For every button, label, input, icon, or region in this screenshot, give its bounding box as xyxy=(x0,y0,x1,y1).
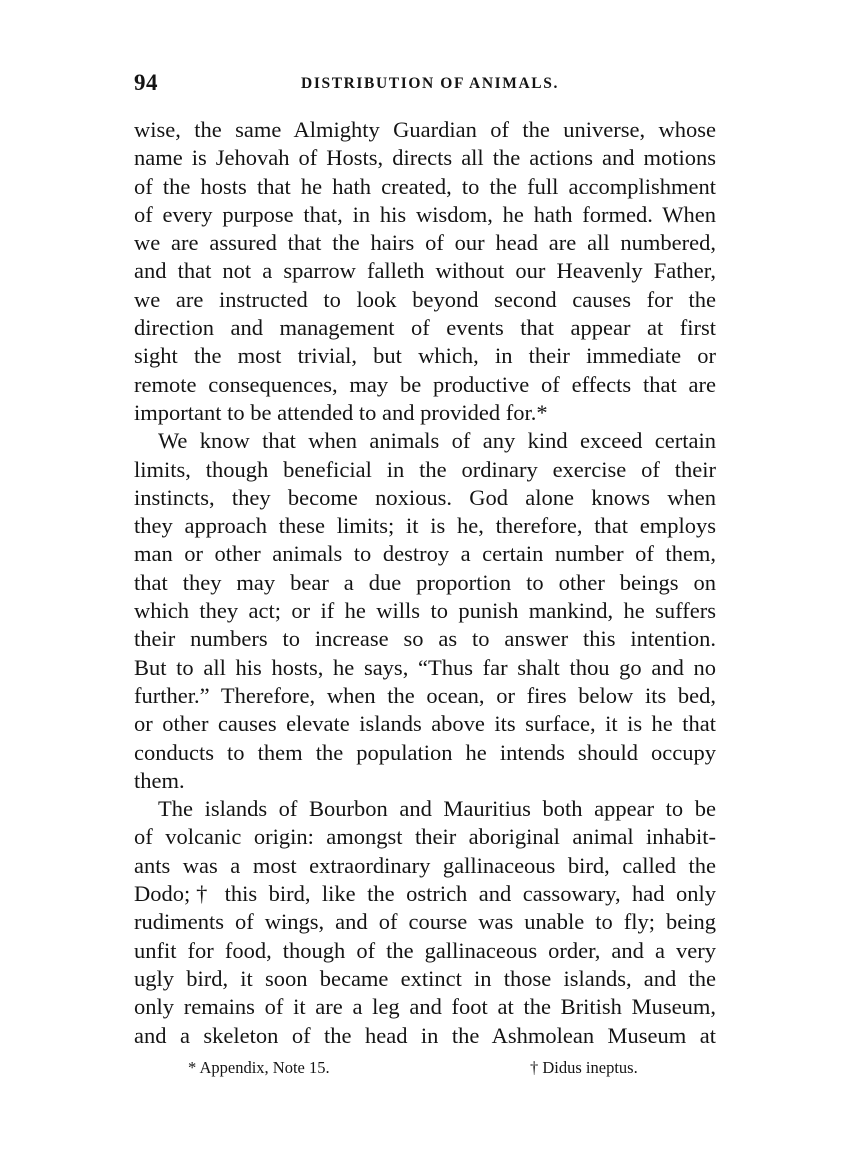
text-line: which they act; or if he wills to punish mankind, he suffers xyxy=(134,598,716,624)
page-header xyxy=(134,70,716,100)
text-line: them. xyxy=(134,767,185,793)
text-line: rudiments of wings, and of course was unable to fly; being xyxy=(134,909,716,935)
text-line: important to be attended to and provided for.* xyxy=(134,399,548,425)
paragraph xyxy=(134,795,716,1050)
text-line: Dodo;† this bird, like the ostrich and cassowary, had only xyxy=(134,881,716,907)
text-line: limits, though beneficial in the ordinary exercise of their xyxy=(134,456,716,482)
text-line: wise, the same Almighty Guardian of the universe, whose xyxy=(134,117,716,142)
text-line: their numbers to increase so as to answer this intention. xyxy=(134,626,716,652)
text-line: ants was a most extraordinary gallinaceous bird, called the xyxy=(134,852,716,878)
text-line: of every purpose that, in his wisdom, he hath formed. When xyxy=(134,201,716,227)
text-line: sight the most trivial, but which, in their immediate or xyxy=(134,343,716,369)
paragraph xyxy=(134,427,716,795)
text-line: unfit for food, though of the gallinaceous order, and a very xyxy=(134,937,716,963)
text-line: man or other animals to destroy a certain number of them, xyxy=(134,541,716,567)
text-line: and that not a sparrow falleth without our Heavenly Father, xyxy=(134,258,716,284)
text-line: further.” Therefore, when the ocean, or fires below its bed, xyxy=(134,682,716,708)
text-line: that they may bear a due proportion to other beings on xyxy=(134,569,716,595)
text-line: But to all his hosts, he says, “Thus far shalt thou go and no xyxy=(134,654,716,680)
text-line: conducts to them the population he intends should occupy xyxy=(134,739,716,765)
text-line: we are instructed to look beyond second causes for the xyxy=(134,286,716,312)
text-line: name is Jehovah of Hosts, directs all the actions and motions xyxy=(134,145,716,171)
body-text xyxy=(134,116,716,1050)
footnote-didus-ineptus: † Didus ineptus. xyxy=(530,1058,638,1077)
text-line: remote consequences, may be productive of effects that are xyxy=(134,371,716,397)
paragraph xyxy=(134,116,716,427)
text-line: direction and management of events that appear at first xyxy=(134,315,716,341)
text-line: of the hosts that he hath created, to the full accomplishment xyxy=(134,173,716,199)
footnote-appendix-note: * Appendix, Note 15. xyxy=(188,1058,330,1077)
text-line: only remains of it are a leg and foot at the British Museum, xyxy=(134,994,716,1020)
text-line: and a skeleton of the head in the Ashmolean Museum at xyxy=(134,1022,716,1048)
text-line: or other causes elevate islands above its surface, it is he that xyxy=(134,711,716,737)
text-line: they approach these limits; it is he, therefore, that employs xyxy=(134,513,716,539)
page-number: 94 xyxy=(134,70,158,95)
running-title: DISTRIBUTION OF ANIMALS. xyxy=(301,75,559,92)
text-line: of volcanic origin: amongst their aboriginal animal inhabit- xyxy=(134,824,716,850)
text-line: instincts, they become noxious. God alone knows when xyxy=(134,484,716,510)
text-line: we are assured that the hairs of our head are all numbered, xyxy=(134,230,716,256)
text-line: The islands of Bourbon and Mauritius both appear to be xyxy=(158,796,716,822)
text-line: We know that when animals of any kind exceed certain xyxy=(158,428,716,454)
text-line: ugly bird, it soon became extinct in those islands, and the xyxy=(134,965,716,991)
